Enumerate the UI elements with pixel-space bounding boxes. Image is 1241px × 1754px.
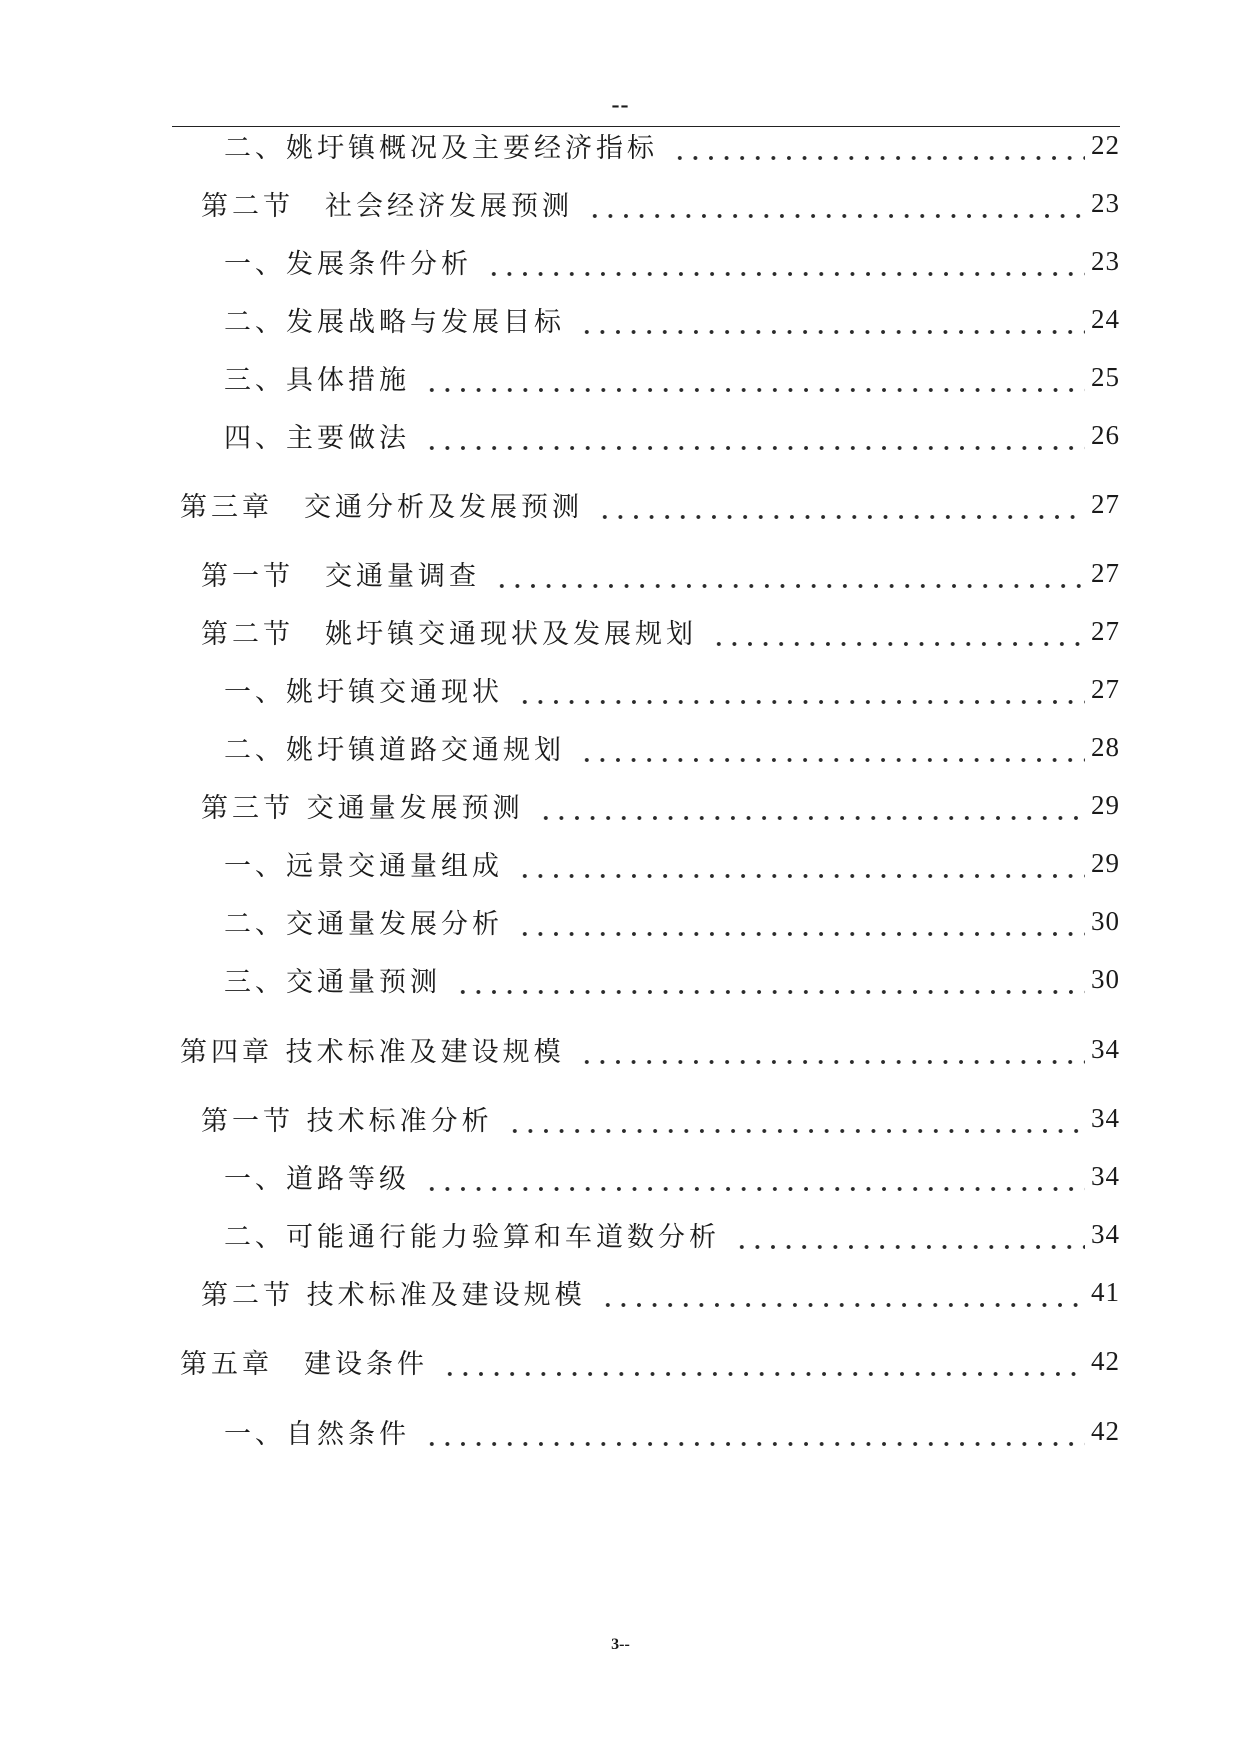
toc-entry-title: 第一节 技术标准分析 <box>201 1105 493 1137</box>
dot-leader <box>494 553 1085 593</box>
dot-leader <box>600 1272 1085 1312</box>
toc-entry-title: 四、主要做法 <box>224 422 410 454</box>
toc-entry-page: 27 <box>1091 557 1120 588</box>
toc-entry-title: 二、发展战略与发展目标 <box>224 306 565 338</box>
toc-entry-page: 29 <box>1091 789 1120 820</box>
toc-entry-page: 27 <box>1091 488 1120 519</box>
toc-entry[interactable] <box>180 1029 1120 1069</box>
toc-entry-page: 22 <box>1091 129 1120 160</box>
toc-entry-title: 三、交通量预测 <box>224 966 441 998</box>
toc-entry[interactable] <box>224 727 1120 767</box>
toc-entry-page: 34 <box>1091 1218 1120 1249</box>
page-number: 3-- <box>611 1636 630 1653</box>
toc-entry-page: 30 <box>1091 963 1120 994</box>
toc-entry[interactable] <box>224 669 1120 709</box>
dot-leader <box>424 1411 1085 1451</box>
toc-entry-page: 34 <box>1091 1102 1120 1133</box>
toc-entry-title: 第二节 社会经济发展预测 <box>201 190 573 222</box>
toc-entry[interactable] <box>224 1156 1120 1196</box>
dot-leader <box>442 1341 1085 1381</box>
toc-entry-title: 第三节 交通量发展预测 <box>201 792 524 824</box>
dot-leader <box>455 959 1085 999</box>
toc-entry-page: 26 <box>1091 419 1120 450</box>
toc-entry-title: 二、交通量发展分析 <box>224 908 503 940</box>
toc-entry-title: 第三章 交通分析及发展预测 <box>180 491 583 523</box>
toc-entry[interactable] <box>224 901 1120 941</box>
toc-entry-title: 第二节 姚圩镇交通现状及发展规划 <box>201 618 697 650</box>
toc-entry-title: 二、可能通行能力验算和车道数分析 <box>224 1221 720 1253</box>
toc-entry-page: 25 <box>1091 361 1120 392</box>
toc-entry-page: 27 <box>1091 615 1120 646</box>
toc-entry-title: 一、道路等级 <box>224 1163 410 1195</box>
dot-leader <box>517 843 1085 883</box>
toc-entry-title: 二、姚圩镇概况及主要经济指标 <box>224 132 658 164</box>
toc-entry[interactable] <box>180 484 1120 524</box>
toc-entry[interactable] <box>224 843 1120 883</box>
toc-entry[interactable] <box>201 553 1120 593</box>
dot-leader <box>579 1029 1085 1069</box>
toc-entry[interactable] <box>224 1214 1120 1254</box>
dot-leader <box>517 669 1085 709</box>
toc-entry[interactable] <box>224 241 1120 281</box>
dot-leader <box>734 1214 1085 1254</box>
toc-entry[interactable] <box>201 183 1120 223</box>
toc-entry-title: 第二节 技术标准及建设规模 <box>201 1279 586 1311</box>
toc-entry-page: 34 <box>1091 1160 1120 1191</box>
dot-leader <box>597 484 1085 524</box>
toc-entry-page: 23 <box>1091 245 1120 276</box>
toc-entry[interactable] <box>224 415 1120 455</box>
dot-leader <box>424 357 1085 397</box>
toc-entry[interactable] <box>180 1341 1120 1381</box>
toc-entry-page: 30 <box>1091 905 1120 936</box>
dot-leader <box>672 125 1085 165</box>
toc-entry-page: 27 <box>1091 673 1120 704</box>
dot-leader <box>424 1156 1085 1196</box>
toc-entry[interactable] <box>224 357 1120 397</box>
toc-entry-page: 24 <box>1091 303 1120 334</box>
toc-entry-page: 42 <box>1091 1345 1120 1376</box>
toc-entry-title: 一、自然条件 <box>224 1418 410 1450</box>
toc-entry-page: 28 <box>1091 731 1120 762</box>
dot-leader <box>538 785 1085 825</box>
toc-entry-page: 42 <box>1091 1415 1120 1446</box>
toc-entry-title: 第一节 交通量调查 <box>201 560 480 592</box>
toc-entry-title: 一、姚圩镇交通现状 <box>224 676 503 708</box>
dot-leader <box>424 415 1085 455</box>
toc-entry[interactable] <box>224 125 1120 165</box>
toc-entry-page: 29 <box>1091 847 1120 878</box>
dot-leader <box>517 901 1085 941</box>
toc-entry-page: 34 <box>1091 1033 1120 1064</box>
toc-entry[interactable] <box>201 785 1120 825</box>
toc-entry-page: 23 <box>1091 187 1120 218</box>
toc-entry-title: 三、具体措施 <box>224 364 410 396</box>
toc-entry-title: 第四章 技术标准及建设规模 <box>180 1036 565 1068</box>
toc-entry-title: 一、发展条件分析 <box>224 248 472 280</box>
header-mark: -- <box>611 92 630 118</box>
toc-entry[interactable] <box>224 299 1120 339</box>
toc-entry-title: 一、远景交通量组成 <box>224 850 503 882</box>
dot-leader <box>579 727 1085 767</box>
dot-leader <box>711 611 1085 651</box>
dot-leader <box>579 299 1085 339</box>
toc-entry[interactable] <box>201 611 1120 651</box>
toc-entry[interactable] <box>201 1098 1120 1138</box>
dot-leader <box>507 1098 1085 1138</box>
toc-entry-title: 第五章 建设条件 <box>180 1348 428 1380</box>
toc-entry[interactable] <box>201 1272 1120 1312</box>
toc-entry-title: 二、姚圩镇道路交通规划 <box>224 734 565 766</box>
toc-entry[interactable] <box>224 959 1120 999</box>
toc-entry-page: 41 <box>1091 1276 1120 1307</box>
dot-leader <box>486 241 1085 281</box>
dot-leader <box>587 183 1085 223</box>
toc-entry[interactable] <box>224 1411 1120 1451</box>
